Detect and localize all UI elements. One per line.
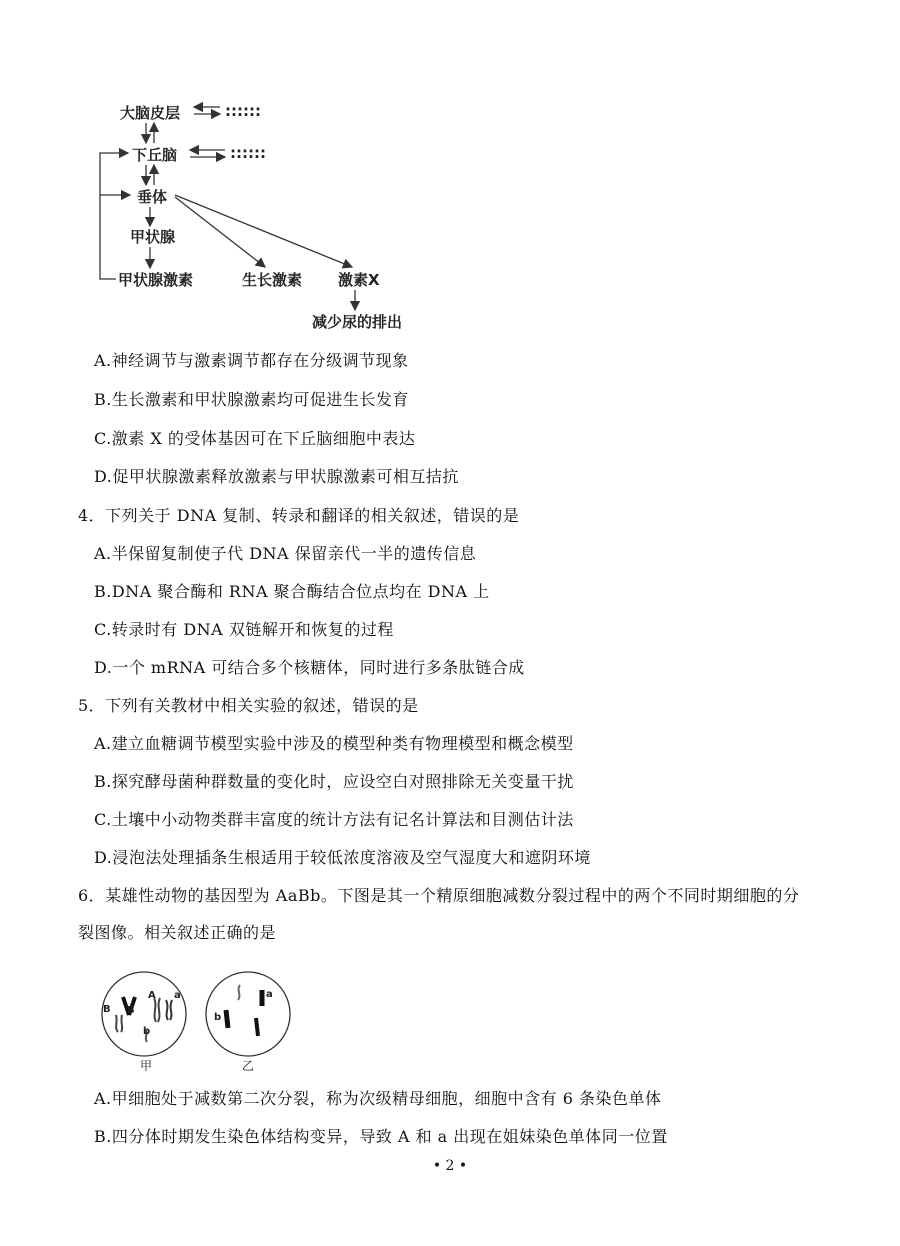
node-reduce-urine: 减少尿的排出: [312, 313, 403, 331]
node-pituitary: 垂体: [137, 188, 168, 206]
q6-stem-line2: 裂图像。相关叙述正确的是: [78, 923, 277, 942]
q6-option-a: A.甲细胞处于减数第二次分裂，称为次级精母细胞，细胞中含有 6 条染色单体: [94, 1089, 662, 1108]
q3-option-b: B.生长激素和甲状腺激素均可促进生长发育: [94, 390, 409, 409]
chromosome-yi-4: [256, 1018, 258, 1036]
q3-option-d: D.促甲状腺激素释放激素与甲状腺激素可相互拮抗: [94, 467, 459, 486]
q5-stem: 5．下列有关教材中相关实验的叙述，错误的是: [78, 696, 419, 715]
q5-option-b: B.探究酵母菌种群数量的变化时，应设空白对照排除无关变量干扰: [94, 772, 574, 791]
gene-yi-a: a: [266, 989, 273, 1000]
q4-option-b: B.DNA 聚合酶和 RNA 聚合酶结合位点均在 DNA 上: [94, 582, 490, 601]
q6-option-b: B.四分体时期发生染色体结构变异，导致 A 和 a 出现在姐妹染色单体同一位置: [94, 1127, 668, 1146]
dots-hypothalamus: ::::::: [230, 144, 266, 162]
chromosome-jia-2: [116, 1015, 122, 1032]
hormone-regulation-diagram: [90, 95, 450, 340]
cell-jia-outline: [102, 972, 186, 1056]
q6-stem-line1: 6．某雄性动物的基因型为 AaBb。下图是其一个精原细胞减数分裂过程中的两个不同时期细胞的分: [78, 886, 800, 905]
node-hypothalamus: 下丘脑: [132, 146, 178, 164]
q3-option-c: C.激素 X 的受体基因可在下丘脑细胞中表达: [94, 429, 416, 448]
q5-option-a: A.建立血糖调节模型实验中涉及的模型种类有物理模型和概念模型: [94, 734, 574, 753]
dots-cortex: ::::::: [225, 102, 261, 120]
q4-option-d: D.一个 mRNA 可结合多个核糖体，同时进行多条肽链合成: [94, 658, 525, 677]
q4-option-a: A.半保留复制使子代 DNA 保留亲代一半的遗传信息: [94, 544, 477, 563]
chromosome-jia-4: [166, 1000, 172, 1020]
chromosome-yi-3: [226, 1010, 228, 1028]
q5-option-c: C.土壤中小动物类群丰富度的统计方法有记名计算法和目测估计法: [94, 810, 574, 829]
chromosome-yi-1: [238, 985, 240, 1000]
gene-jia-a1: A: [148, 990, 156, 1001]
q5-option-d: D.浸泡法处理插条生根适用于较低浓度溶液及空气湿度大和遮阴环境: [94, 848, 591, 867]
cell-division-figure: [96, 970, 311, 1075]
chromosome-jia-3: [154, 998, 160, 1022]
node-cortex: 大脑皮层: [120, 104, 181, 122]
node-thyroid: 甲状腺: [130, 228, 176, 246]
node-hormone-x: 激素X: [338, 271, 380, 289]
q3-option-a: A.神经调节与激素调节都存在分级调节现象: [94, 351, 409, 370]
node-growth-hormone: 生长激素: [242, 271, 303, 289]
gene-jia-b3: b: [143, 1026, 151, 1037]
cell-label-jia: 甲: [140, 1059, 153, 1073]
gene-jia-a2: a: [174, 990, 181, 1001]
cell-label-yi: 乙: [242, 1059, 255, 1073]
gene-jia-b2: B: [127, 1005, 135, 1016]
q4-stem: 4．下列关于 DNA 复制、转录和翻译的相关叙述，错误的是: [78, 506, 520, 525]
gene-yi-b: b: [214, 1012, 222, 1023]
node-thyroid-hormone: 甲状腺激素: [118, 271, 194, 289]
page-number: • 2 •: [432, 1158, 468, 1174]
gene-jia-b1: B: [103, 1004, 111, 1015]
q4-option-c: C.转录时有 DNA 双链解开和恢复的过程: [94, 620, 394, 639]
